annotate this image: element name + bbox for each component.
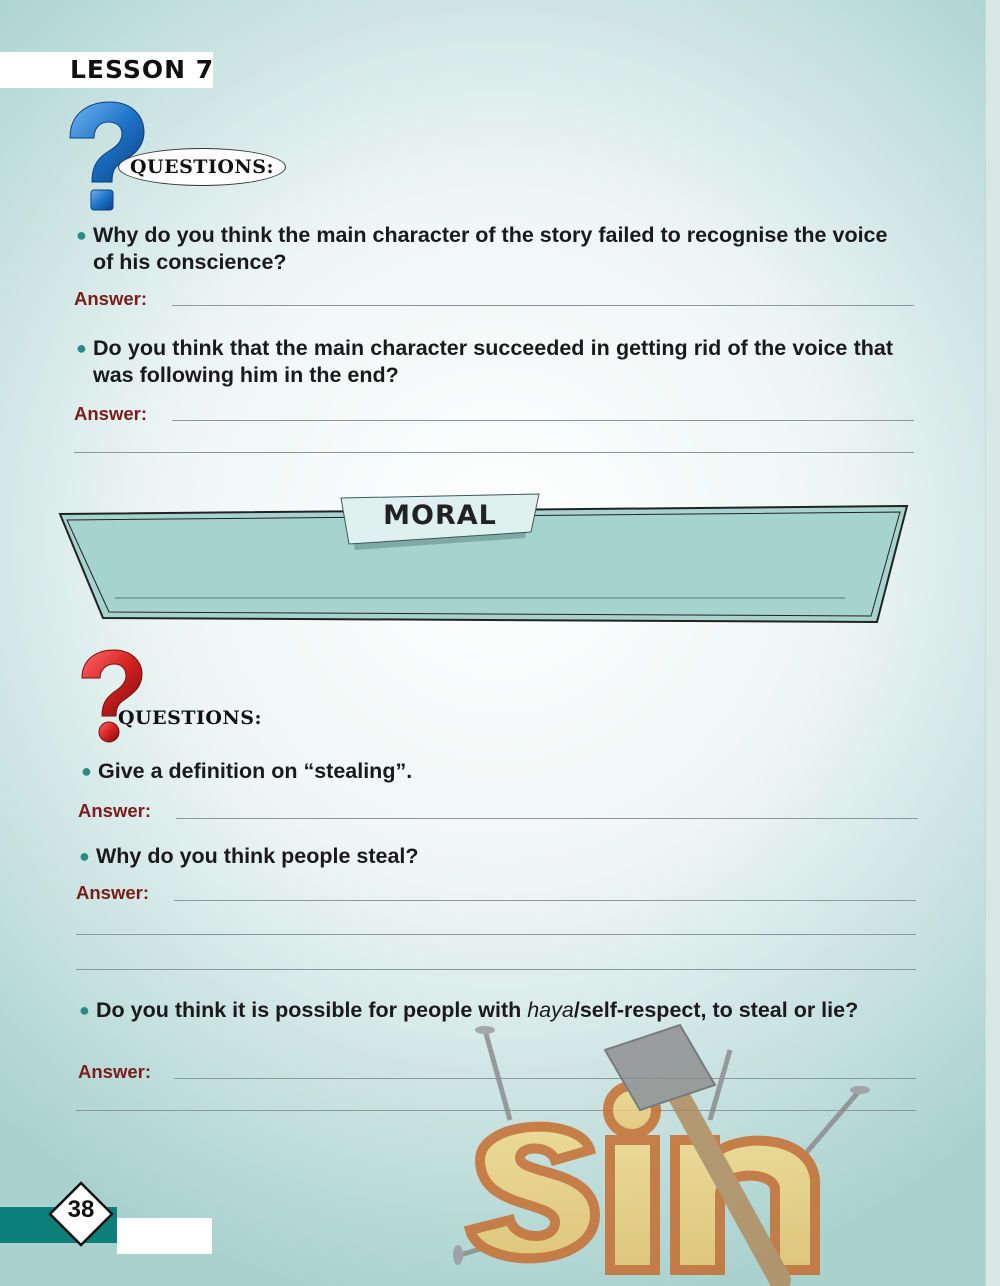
answer-line-1[interactable] <box>172 305 914 306</box>
question-1-text: Why do you think the main character of the story failed to recognise the voice of his conscience? <box>93 223 888 274</box>
question-2-text: Do you think that the main character succeeded in getting rid of the voice that was following him in the end? <box>93 336 893 387</box>
question-4 <box>79 843 896 870</box>
question-5-text-after: /self-respect, to steal or lie? <box>573 998 859 1022</box>
answer-label-1: Answer: <box>74 288 147 309</box>
answer-label-5: Answer: <box>78 1061 151 1082</box>
question-3 <box>81 758 898 785</box>
answer-line-2b[interactable] <box>74 452 914 453</box>
bullet-icon: ● <box>79 846 90 866</box>
questions-bubble-1 <box>118 148 286 186</box>
question-3-text: Give a definition on “stealing”. <box>98 759 413 783</box>
answer-line-3[interactable] <box>176 818 918 819</box>
bullet-icon: ● <box>79 1000 90 1020</box>
moral-title: MORAL <box>383 500 497 531</box>
answer-line-4c[interactable] <box>76 969 916 970</box>
question-5-text-before: Do you think it is possible for people with <box>96 998 528 1022</box>
question-5-italic: haya <box>527 998 574 1022</box>
bullet-icon: ● <box>76 225 87 245</box>
question-1 <box>76 222 893 276</box>
lesson-title: LESSON 7 <box>70 55 215 84</box>
bullet-icon: ● <box>81 761 92 781</box>
page-number-white-strip <box>117 1218 212 1254</box>
answer-line-4b[interactable] <box>76 934 916 935</box>
bullet-icon: ● <box>76 338 87 358</box>
answer-label-4: Answer: <box>76 882 149 903</box>
answer-line-4[interactable] <box>174 900 916 901</box>
questions-heading-1: QUESTIONS: <box>129 156 274 178</box>
page-edge-strip <box>985 0 1000 1286</box>
question-4-text: Why do you think people steal? <box>96 844 419 868</box>
page-number: 38 <box>67 1196 95 1223</box>
sin-hammer-nails-illustration <box>440 1010 880 1286</box>
red-question-mark-icon <box>76 648 146 748</box>
answer-label-2: Answer: <box>74 403 147 424</box>
questions-heading-2: QUESTIONS: <box>118 707 263 729</box>
answer-line-2[interactable] <box>172 420 914 421</box>
question-2 <box>76 335 893 389</box>
answer-label-3: Answer: <box>78 800 151 821</box>
